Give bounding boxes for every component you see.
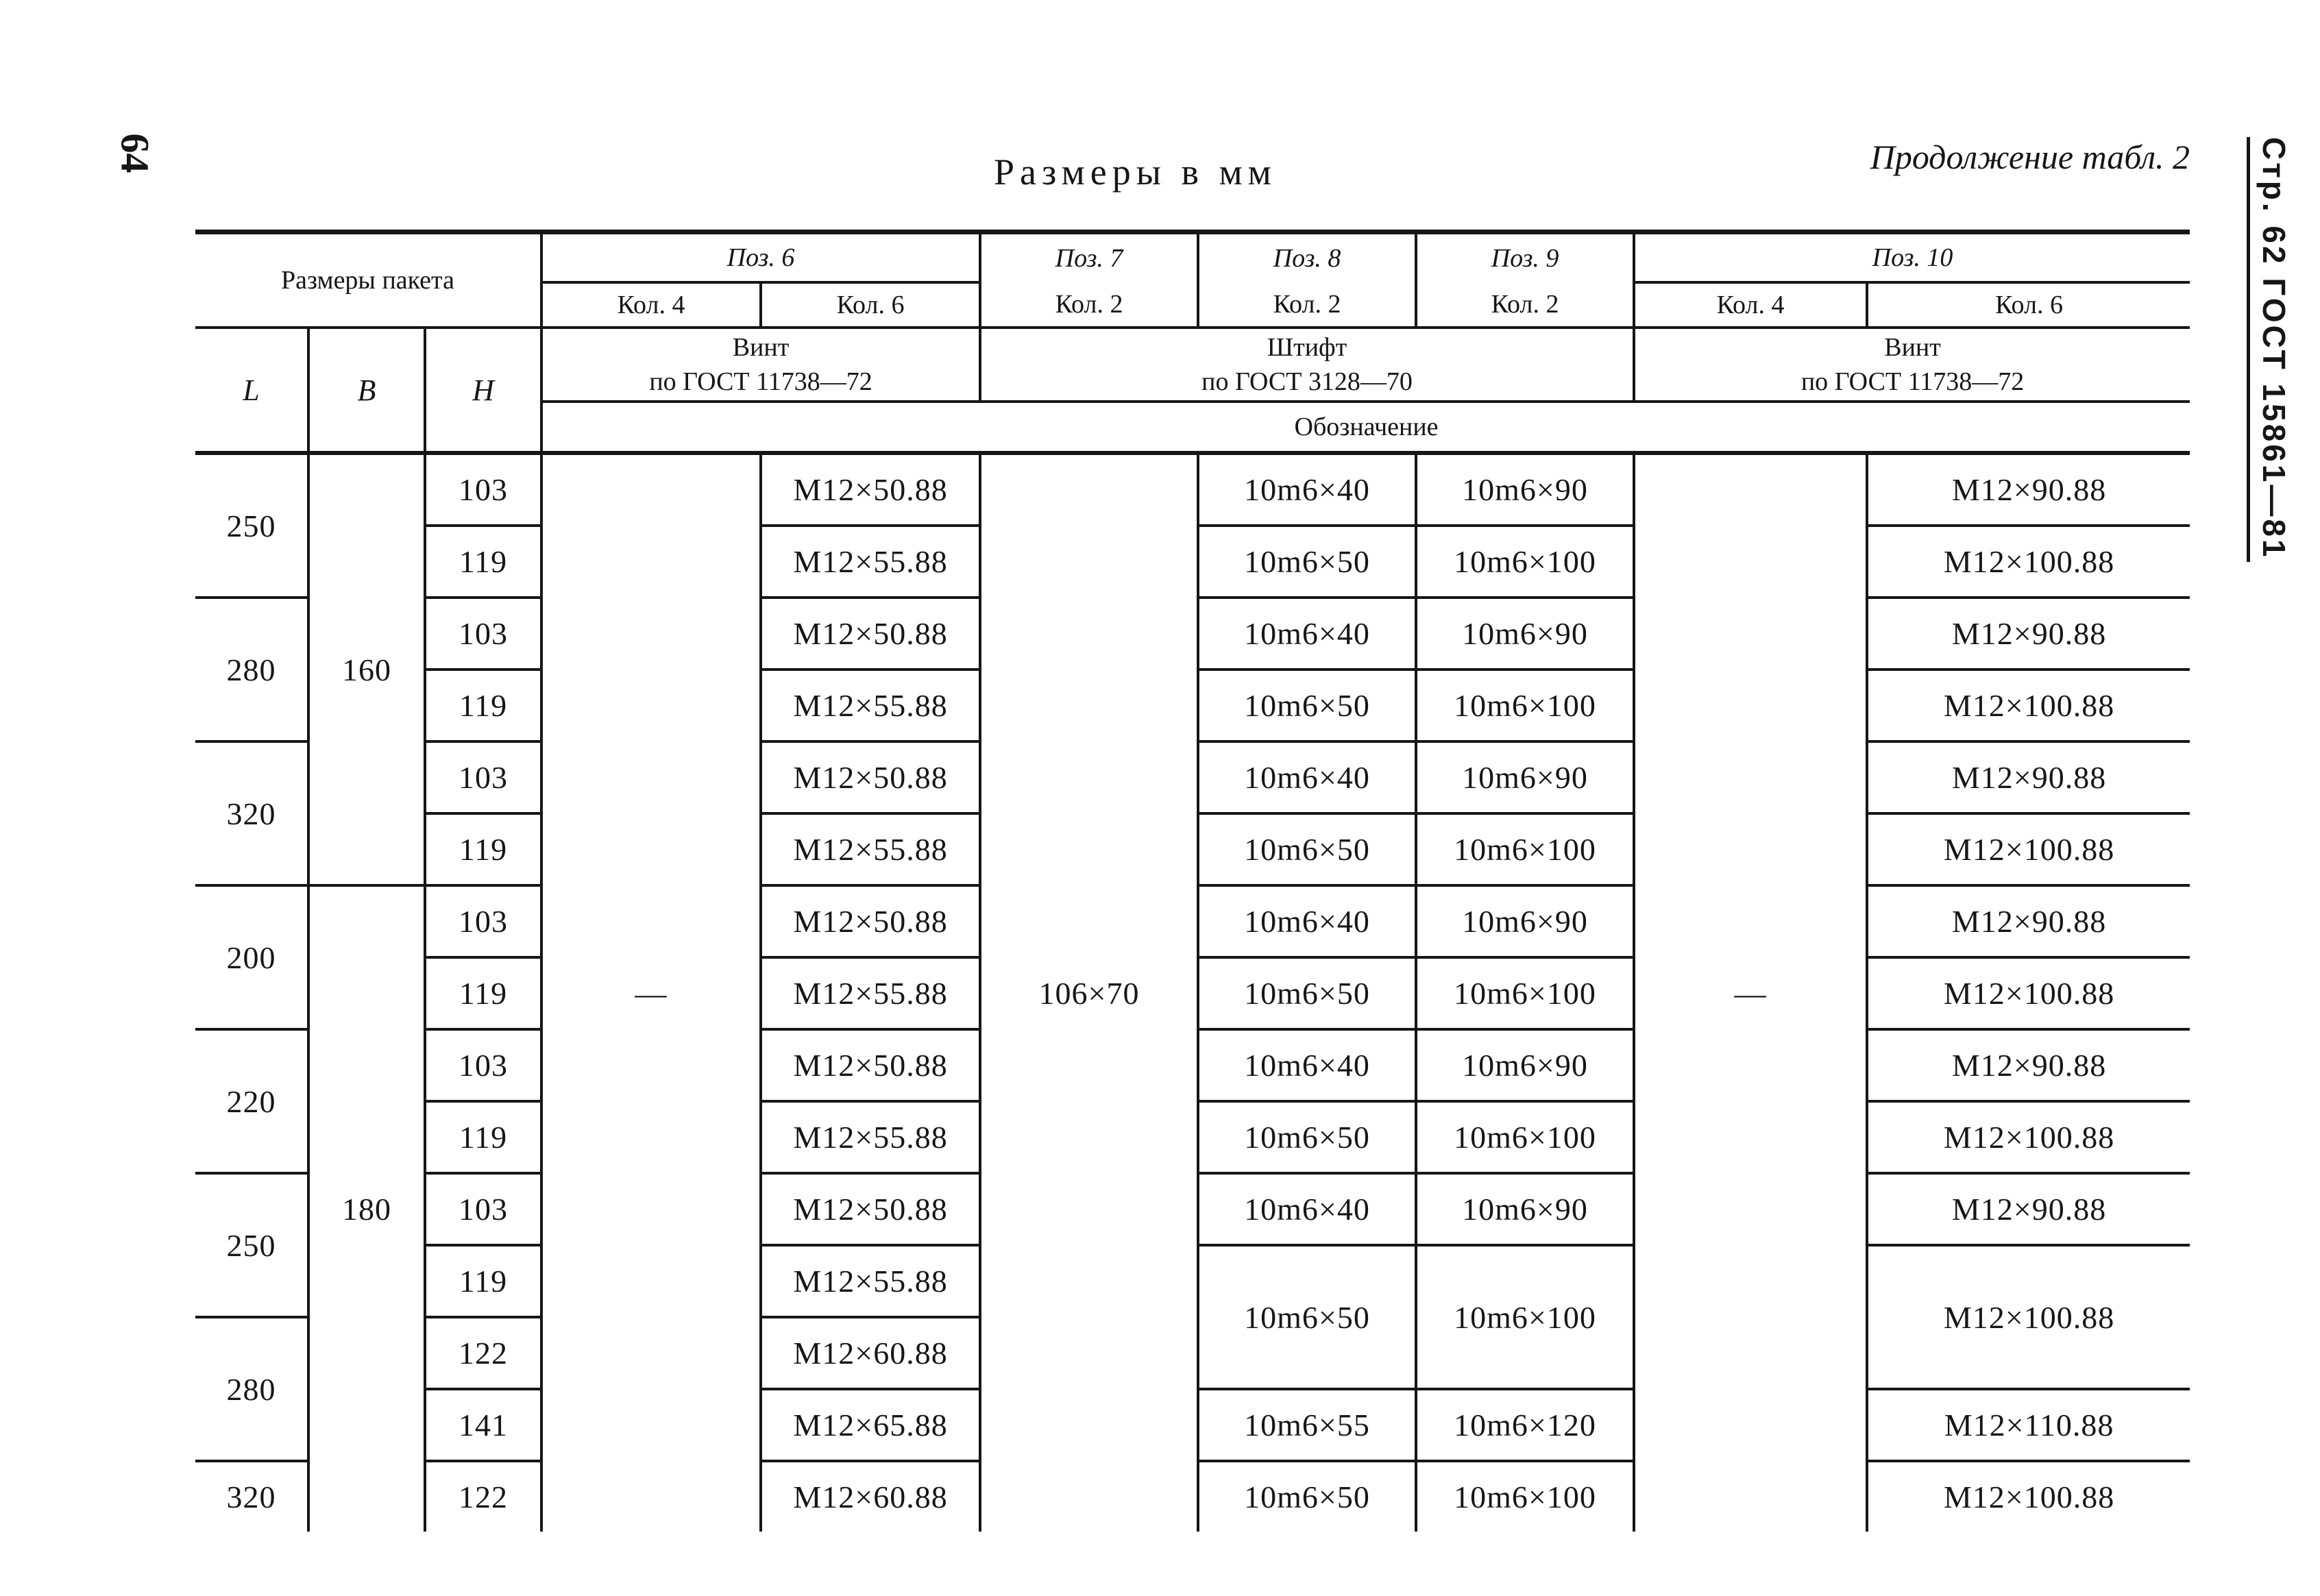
cell-pos9: 10m6×90 — [1416, 1173, 1634, 1245]
pos10-kol4-header: Кол. 4 — [1634, 282, 1867, 328]
cell-H: 119 — [425, 1245, 541, 1317]
cell-pos9: 10m6×100 — [1416, 957, 1634, 1029]
cell-pos9: 10m6×120 — [1416, 1389, 1634, 1461]
pos6-kol6-header: Кол. 6 — [761, 282, 980, 328]
spec-table — [195, 230, 2190, 1532]
cell-pos9: 10m6×90 — [1416, 598, 1634, 670]
cell-pos10-kol6: M12×90.88 — [1867, 453, 2190, 526]
cell-pos8: 10m6×50 — [1198, 1461, 1416, 1532]
cell-pos7: 106×70 — [980, 453, 1198, 1532]
cell-pos9: 10m6×100 — [1416, 1101, 1634, 1173]
cell-pos9: 10m6×100 — [1416, 1245, 1634, 1389]
cell-pos10-kol6: M12×100.88 — [1867, 957, 2190, 1029]
cell-pos6-kol6: M12×50.88 — [761, 1173, 980, 1245]
cell-L: 220 — [195, 1029, 308, 1173]
pos6-type-label: Винт — [732, 333, 790, 362]
cell-pos9: 10m6×90 — [1416, 453, 1634, 526]
pos6-standard-label: по ГОСТ 11738—72 — [649, 367, 872, 396]
cell-pos9: 10m6×100 — [1416, 1461, 1634, 1532]
cell-pos6-kol6: M12×55.88 — [761, 526, 980, 598]
cell-H: 119 — [425, 670, 541, 741]
cell-pos8: 10m6×40 — [1198, 1173, 1416, 1245]
pos10-header: Поз. 10 — [1634, 232, 2190, 283]
cell-pos10-kol6: M12×90.88 — [1867, 741, 2190, 813]
side-reference: Стр. 62 ГОСТ 15861—81 — [2247, 137, 2293, 562]
cell-pos8: 10m6×40 — [1198, 453, 1416, 526]
page-number: 64 — [112, 133, 158, 173]
cell-pos6-kol6: M12×55.88 — [761, 670, 980, 741]
cell-pos10-kol6: M12×90.88 — [1867, 1029, 2190, 1101]
pos10-type-label: Винт — [1884, 333, 1941, 362]
pos7-kol2-header: Кол. 2 — [980, 282, 1198, 328]
cell-pos10-kol4: — — [1634, 453, 1867, 1532]
cell-H: 122 — [425, 1317, 541, 1389]
cell-pos6-kol6: M12×65.88 — [761, 1389, 980, 1461]
cell-pos9: 10m6×100 — [1416, 670, 1634, 741]
cell-pos8: 10m6×50 — [1198, 1245, 1416, 1389]
packet-size-label: Размеры пакета — [281, 266, 454, 295]
cell-pos6-kol6: M12×50.88 — [761, 598, 980, 670]
cell-pos8: 10m6×50 — [1198, 813, 1416, 885]
pin-type-label: Штифт — [1267, 333, 1347, 362]
cell-pos8: 10m6×50 — [1198, 526, 1416, 598]
cell-pos9: 10m6×90 — [1416, 885, 1634, 957]
cell-pos10-kol6: M12×110.88 — [1867, 1389, 2190, 1461]
pos10-kol6-header: Кол. 6 — [1867, 282, 2190, 328]
cell-pos9: 10m6×100 — [1416, 526, 1634, 598]
cell-H: 119 — [425, 957, 541, 1029]
col-H-header: H — [425, 328, 541, 453]
table-row — [195, 453, 2190, 526]
cell-L: 280 — [195, 598, 308, 741]
cell-pos8: 10m6×50 — [1198, 1101, 1416, 1173]
cell-pos9: 10m6×100 — [1416, 813, 1634, 885]
cell-pos6-kol6: M12×50.88 — [761, 453, 980, 526]
pos8-header: Поз. 8 — [1198, 232, 1416, 283]
designation-header: Обозначение — [541, 402, 2190, 453]
cell-pos10-kol6: M12×100.88 — [1867, 670, 2190, 741]
cell-H: 103 — [425, 885, 541, 957]
pos10-type-header — [1634, 328, 2190, 402]
cell-pos10-kol6: M12×100.88 — [1867, 1245, 2190, 1389]
cell-L: 280 — [195, 1317, 308, 1461]
cell-pos10-kol6: M12×90.88 — [1867, 1173, 2190, 1245]
units-title: Размеры в мм — [994, 151, 1277, 193]
table-continuation-label: Продолжение табл. 2 — [1870, 138, 2190, 176]
cell-pos8: 10m6×40 — [1198, 741, 1416, 813]
cell-L: 250 — [195, 1173, 308, 1317]
cell-pos6-kol6: M12×55.88 — [761, 1245, 980, 1317]
cell-pos8: 10m6×50 — [1198, 957, 1416, 1029]
cell-pos6-kol6: M12×50.88 — [761, 741, 980, 813]
cell-pos10-kol6: M12×100.88 — [1943, 1480, 2115, 1514]
cell-pos6-kol6: M12×60.88 — [761, 1461, 980, 1532]
cell-H: 141 — [425, 1389, 541, 1461]
cell-pos10-kol6: M12×90.88 — [1867, 885, 2190, 957]
cell-pos10-kol6: M12×90.88 — [1867, 598, 2190, 670]
cell-pos9: 10m6×90 — [1416, 741, 1634, 813]
cell-pos10-kol6: M12×100.88 — [1867, 526, 2190, 598]
pos8-kol2-header: Кол. 2 — [1198, 282, 1416, 328]
col-B-header: B — [308, 328, 425, 453]
cell-H: 103 — [425, 741, 541, 813]
col-L-header: L — [195, 328, 308, 453]
cell-H: 119 — [425, 526, 541, 598]
cell-pos6-kol6: M12×55.88 — [761, 813, 980, 885]
cell-pos8: 10m6×55 — [1198, 1389, 1416, 1461]
pos7-header: Поз. 7 — [980, 232, 1198, 283]
cell-pos8: 10m6×40 — [1198, 1029, 1416, 1101]
cell-pos10-kol6: M12×100.88 — [1867, 1101, 2190, 1173]
cell-pos6-kol6: M12×55.88 — [761, 957, 980, 1029]
cell-H: 119 — [425, 1101, 541, 1173]
pos9-kol2-header: Кол. 2 — [1416, 282, 1634, 328]
cell-L: 200 — [195, 885, 308, 1029]
pos6-header: Поз. 6 — [541, 232, 980, 283]
cell-pos6-kol6: M12×60.88 — [761, 1317, 980, 1389]
cell-B: 160 — [308, 453, 425, 885]
cell-L: 250 — [195, 453, 308, 598]
cell-H: 103 — [425, 453, 541, 526]
cell-pos8: 10m6×40 — [1198, 885, 1416, 957]
running-head — [726, 103, 2190, 193]
pos7-9-type-header — [980, 328, 1634, 402]
cell-pos9: 10m6×90 — [1416, 1029, 1634, 1101]
pin-standard-label: по ГОСТ 3128—70 — [1201, 367, 1413, 396]
cell-H: 103 — [425, 1173, 541, 1245]
cell-pos6-kol6: M12×50.88 — [761, 885, 980, 957]
cell-L: 320 — [195, 741, 308, 885]
cell-H: 119 — [425, 813, 541, 885]
cell-pos8: 10m6×50 — [1198, 670, 1416, 741]
pos9-header: Поз. 9 — [1416, 232, 1634, 283]
cell-pos10-kol6: M12×100.88 — [1867, 813, 2190, 885]
cell-L: 320 — [195, 1461, 308, 1532]
table-body — [195, 453, 2190, 1532]
cell-B: 180 — [308, 885, 425, 1532]
pos10-standard-label: по ГОСТ 11738—72 — [1800, 367, 2025, 396]
cell-pos8: 10m6×40 — [1198, 598, 1416, 670]
packet-size-header — [195, 232, 541, 328]
pos6-kol4-header: Кол. 4 — [541, 282, 761, 328]
pos6-type-header — [541, 328, 980, 402]
cell-H: 122 — [425, 1461, 541, 1532]
cell-pos6-kol6: M12×55.88 — [761, 1101, 980, 1173]
cell-pos6-kol6: M12×50.88 — [761, 1029, 980, 1101]
cell-H: 103 — [425, 598, 541, 670]
cell-H: 103 — [425, 1029, 541, 1101]
cell-pos6-kol4: — — [541, 453, 761, 1532]
